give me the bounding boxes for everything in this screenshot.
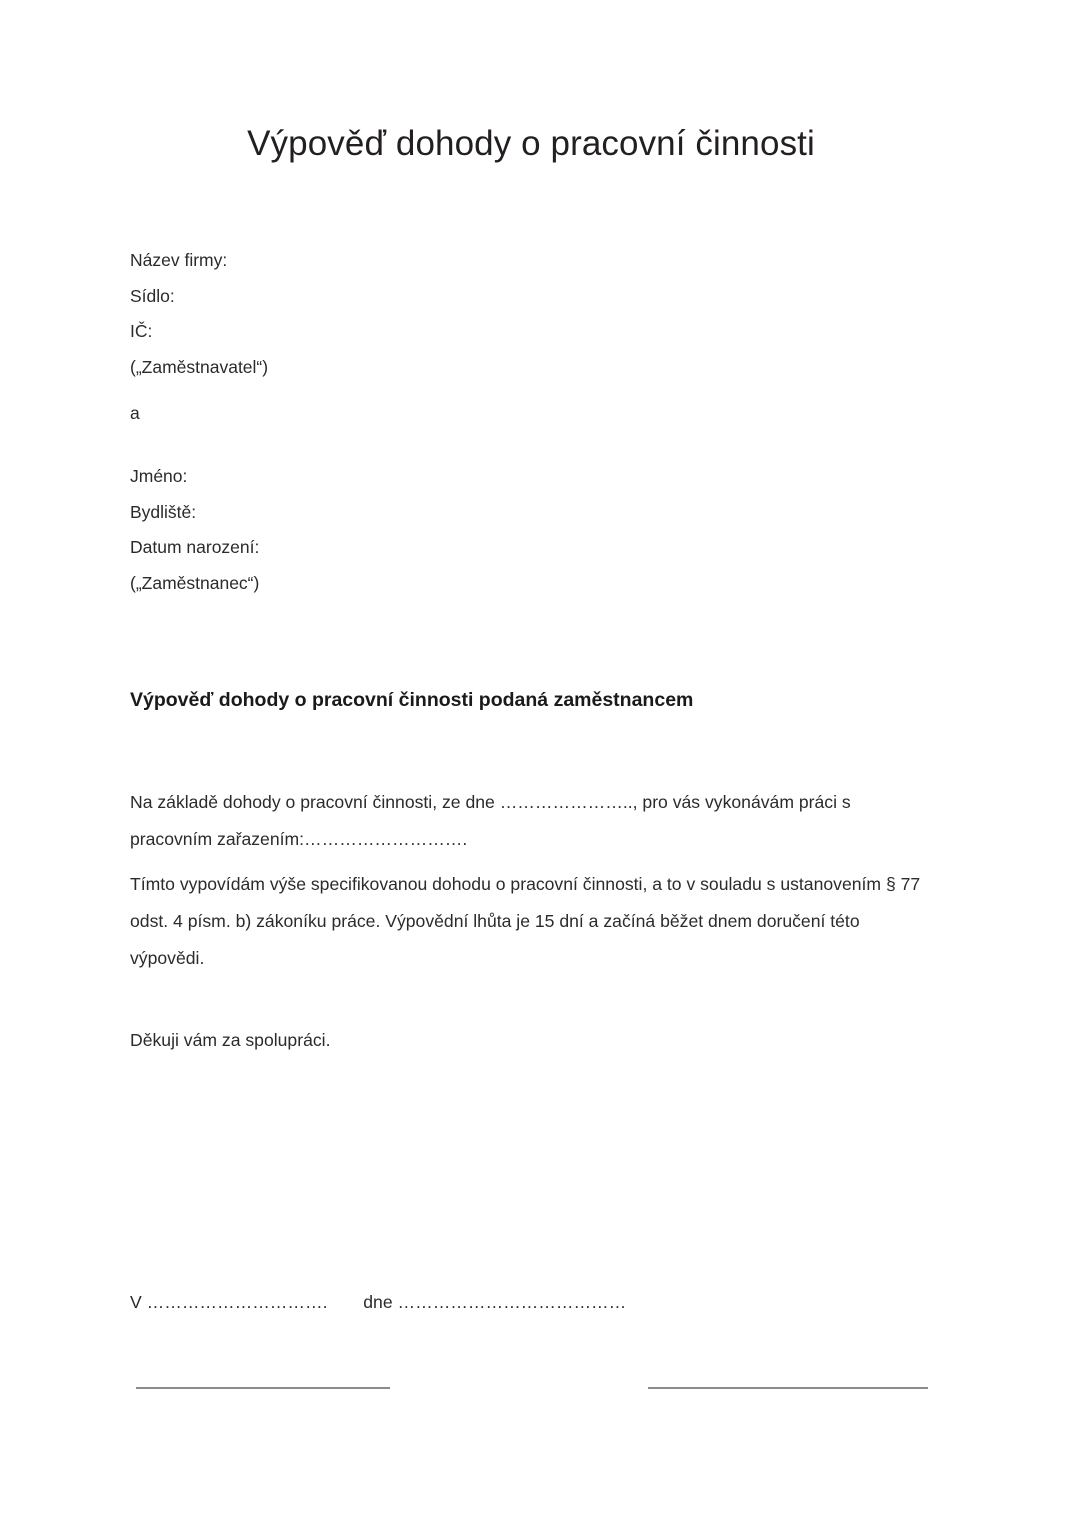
employer-ico-label: IČ: [130,321,153,341]
place-leader-dots: …………………………. [146,1292,328,1312]
section-heading: Výpověď dohody o pracovní činnosti podaná zaměstnancem [130,689,694,711]
employer-signature-line [648,1387,928,1389]
body-paragraph-thanks: Děkuji vám za spolupráci. [130,1030,331,1050]
page-title: Výpověď dohody o pracovní činnosti [247,124,815,163]
employee-party-block [130,459,630,601]
place-and-date-line [130,1287,830,1317]
employee-residence-label: Bydliště: [130,501,197,522]
employer-party-block [130,243,630,385]
employer-address-label: Sídlo: [130,285,175,306]
employee-name-label: Jméno: [130,466,188,486]
party-connector: a [130,403,140,423]
employee-role-label: („Zaměstnanec“) [130,572,260,593]
date-leader-dots: ………………………………… [397,1292,627,1312]
body-paragraph-agreement-reference: Na základě dohody o pracovní činnosti, ze dne ………………….., pro vás vykonávám práci s pracovním zařazením:………………………. [130,792,851,849]
employee-birth-date-label: Datum narození: [130,537,260,557]
place-prefix-label: V [130,1292,142,1312]
employee-signature-line [136,1387,390,1389]
body-paragraph-termination-statement: Tímto vypovídám výše specifikovanou dohodu o pracovní činnosti, a to v souladu s ustanovením § 77 odst. 4 písm. b) zákoníku práce. Výpovědní lhůta je 15 dní a začíná běžet dnem doručení této výpovědi. [130,874,921,968]
employer-role-label: („Zaměstnavatel“) [130,356,269,377]
employer-company-name-label: Název firmy: [130,250,228,270]
date-prefix-label: dne [363,1292,393,1312]
signature-row [130,1387,932,1391]
